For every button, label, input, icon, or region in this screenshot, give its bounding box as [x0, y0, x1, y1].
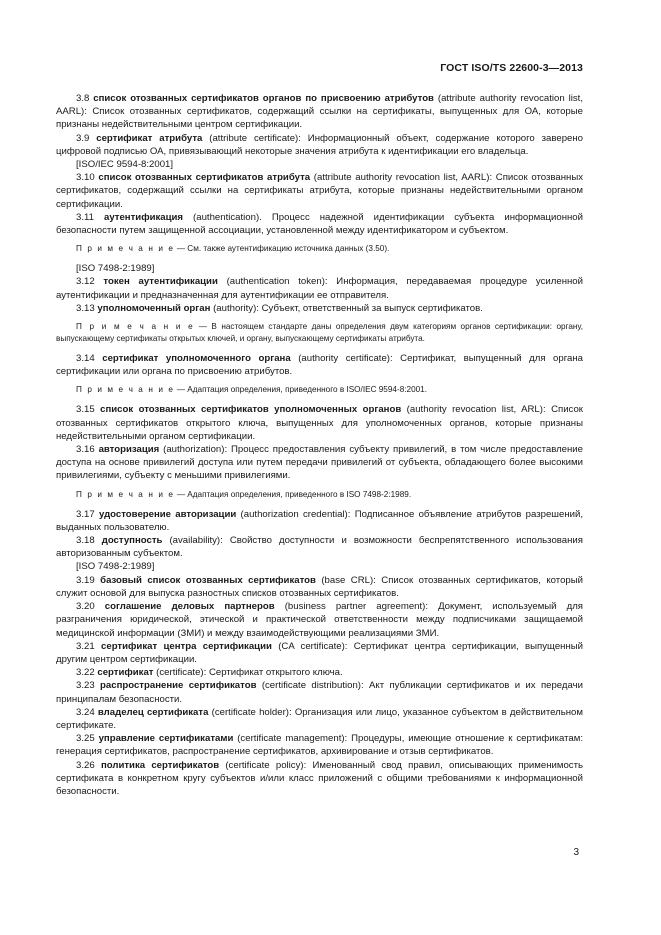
definition-entry: [56, 352, 583, 378]
term-definition: (authority): Субъект, ответственный за выпуск сертификатов.: [210, 302, 483, 314]
term-name: сертификат атрибута: [96, 132, 203, 144]
entry-number: 3.26: [76, 759, 95, 771]
term-definition: (attribute authority revocation list, AARL): Список отозванных сертификатов, содержащий ссылки на сертификаты атрибута, которые признаны недействительными органом сертификации.: [56, 172, 584, 210]
definition-entry: [56, 403, 583, 443]
term-definition: (authority revocation list, ARL): Список отозванных сертификатов открытого ключа, выпущенных для уполномоченных органов, которые признаны недействительными органом сертификации.: [56, 404, 583, 442]
entry-number: 3.22: [76, 667, 95, 679]
definition-entry: [56, 574, 583, 600]
definition-note: [56, 321, 583, 345]
definition-entry: [56, 508, 583, 534]
definition-entry: [56, 211, 583, 237]
page-number: 3: [573, 847, 579, 858]
note-label: П р и м е ч а н и е: [76, 489, 175, 499]
definition-entry: [56, 443, 583, 483]
note-label: П р и м е ч а н и е: [76, 244, 175, 254]
entry-number: 3.20: [76, 601, 95, 613]
term-definition: (authentication). Процесс надежной идентификации субъекта информационной безопасности путем защищенной ассоциации, установленной между идентификатором и субъектом.: [56, 211, 583, 237]
definition-entry: [56, 759, 583, 799]
term-definition: (authorization credential): Подписанное объявление атрибутов разрешений, выданных пользователю.: [56, 508, 583, 533]
definition-entry: [56, 534, 583, 560]
document-body: [56, 92, 583, 798]
entry-number: 3.19: [76, 574, 95, 586]
term-definition: (authentication token): Информация, передаваемая процедуре усиленной аутентификации и предназначенная для аутентификации ее отправителя.: [56, 276, 584, 301]
definition-entry: [56, 132, 583, 158]
term-definition: (certificate holder): Организация или лицо, указанное субъектом в действительном сертификате.: [56, 706, 583, 731]
note-text: — Адаптация определения, приведенного в ISO 7498-2:1989.: [174, 489, 412, 499]
definition-entry: [56, 732, 583, 758]
entry-number: 3.10: [76, 172, 95, 184]
entry-number: 3.21: [76, 640, 95, 652]
term-name: аутентификация: [103, 211, 184, 223]
term-definition: (certificate management): Процедуры, имеющие отношение к сертификатам: генерация сертификатов, распространение сертификатов, архивирование и отзыв сертификатов.: [56, 733, 584, 758]
reference-citation: [ISO 7498-2:1989]: [76, 263, 155, 275]
term-name: базовый список отозванных сертификатов: [100, 574, 316, 586]
term-definition: (CA certificate): Сертификат центра сертификации, выпущенный другим центром сертификации.: [56, 640, 584, 665]
entry-number: 3.12: [76, 276, 95, 288]
term-name: управление сертификатами: [98, 733, 234, 745]
term-name: сертификат: [97, 667, 154, 679]
definition-note: [56, 489, 583, 501]
term-name: сертификат уполномоченного органа: [102, 353, 291, 365]
term-definition: (authority certificate): Сертификат, выпущенный для органа сертификации или органа по присвоению атрибутов.: [56, 353, 583, 378]
document-header: ГОСТ ISO/TS 22600-3—2013: [440, 62, 583, 74]
entry-number: 3.17: [76, 508, 95, 520]
definition-entry: [56, 706, 583, 732]
note-label: П р и м е ч а н и е: [76, 385, 175, 395]
entry-number: 3.9: [76, 132, 90, 144]
term-name: список отозванных сертификатов атрибута: [98, 172, 311, 184]
term-definition: (certificate): Сертификат открытого ключа.: [153, 667, 343, 679]
entry-number: 3.8: [76, 93, 90, 104]
definition-entry: [56, 275, 583, 301]
entry-number: 3.13: [76, 302, 95, 314]
definition-entry: [56, 679, 583, 705]
entry-number: 3.11: [76, 211, 94, 223]
entry-number: 3.15: [76, 404, 95, 416]
reference-citation: [ISO 7498-2:1989]: [76, 561, 155, 573]
reference-citation: [ISO/IEC 9594-8:2001]: [76, 159, 174, 171]
term-name: удостоверение авторизации: [98, 508, 237, 520]
definition-entry: [56, 171, 583, 211]
term-name: уполномоченный орган: [97, 302, 211, 314]
note-text: — В настоящем стандарте даны определения двум категориям органов сертификации: органу, выпускающему сертификаты открытых ключей, и органу, выпускающему сертификаты атрибута.: [56, 322, 583, 344]
term-definition: (attribute authority revocation list, AARL): Список отозванных сертификатов, содержащий ссылки на сертификаты, выпущенных для ОА, которые признаны недействительными центром сертификации.: [56, 93, 583, 131]
entry-number: 3.16: [76, 444, 95, 456]
definition-note: [56, 384, 583, 396]
term-definition: (availability): Свойство доступности и возможности беспрепятственного использования авторизованным субъектом.: [56, 535, 583, 560]
term-name: список отозванных сертификатов уполномоченных органов: [100, 404, 402, 416]
term-name: политика сертификатов: [100, 759, 220, 771]
entry-number: 3.18: [76, 535, 95, 547]
definition-entry: [56, 640, 583, 666]
term-name: сертификат центра сертификации: [101, 640, 272, 652]
entry-number: 3.14: [76, 353, 95, 365]
term-definition: (base CRL): Список отозванных сертификатов, который служит основой для выпуска разностных списков отозванных сертификатов.: [56, 574, 583, 599]
note-text: — См. также аутентификацию источника данных (3.50).: [174, 244, 390, 254]
term-name: токен аутентификации: [103, 276, 218, 288]
term-definition: (attribute certificate): Информационный объект, содержание которого заверено цифровой подписью ОА, привязывающий некоторые значения атрибута к идентификации его владельца.: [56, 132, 584, 157]
entry-number: 3.23: [76, 680, 95, 692]
term-definition: (certificate distribution): Акт публикации сертификатов и их передачи принципалам безопасности.: [56, 680, 584, 705]
term-definition: (certificate policy): Именованный свод правил, описывающих применимость сертификата в конкретном кругу субъектов и/или класс приложений с общими требованиями к информационной безопасности.: [56, 759, 583, 797]
entry-number: 3.24: [76, 706, 95, 718]
entry-number: 3.25: [76, 733, 95, 745]
note-label: П р и м е ч а н и е: [76, 322, 195, 332]
definition-entry: [56, 600, 583, 640]
term-name: авторизация: [98, 444, 160, 456]
definition-entry: [56, 302, 583, 315]
term-name: соглашение деловых партнеров: [104, 601, 275, 613]
term-name: распространение сертификатов: [100, 680, 257, 692]
term-definition: (authorization): Процесс предоставления субъекту привилегий, в том числе предоставление доступа на основе привилегий доступа или путем передачи привилегий от субъекта, обладающего более высокими привилегиями, субъекту с меньшими привилегиями.: [56, 444, 583, 482]
term-name: список отозванных сертификатов органов по присвоению атрибутов: [93, 93, 434, 104]
note-text: — Адаптация определения, приведенного в ISO/IEC 9594-8:2001.: [174, 385, 428, 395]
term-name: владелец сертификата: [97, 706, 209, 718]
definition-entry: [56, 666, 583, 679]
term-definition: (business partner agreement): Документ, используемый для разграничения юридической, этической и практической ответственности между подписчиками защищаемой медицинской информации (ЗМИ) и между взаимодействующими реализациями ЗМИ.: [56, 601, 583, 639]
definition-note: [56, 243, 583, 255]
term-name: доступность: [101, 535, 163, 547]
definition-entry: [56, 92, 583, 132]
